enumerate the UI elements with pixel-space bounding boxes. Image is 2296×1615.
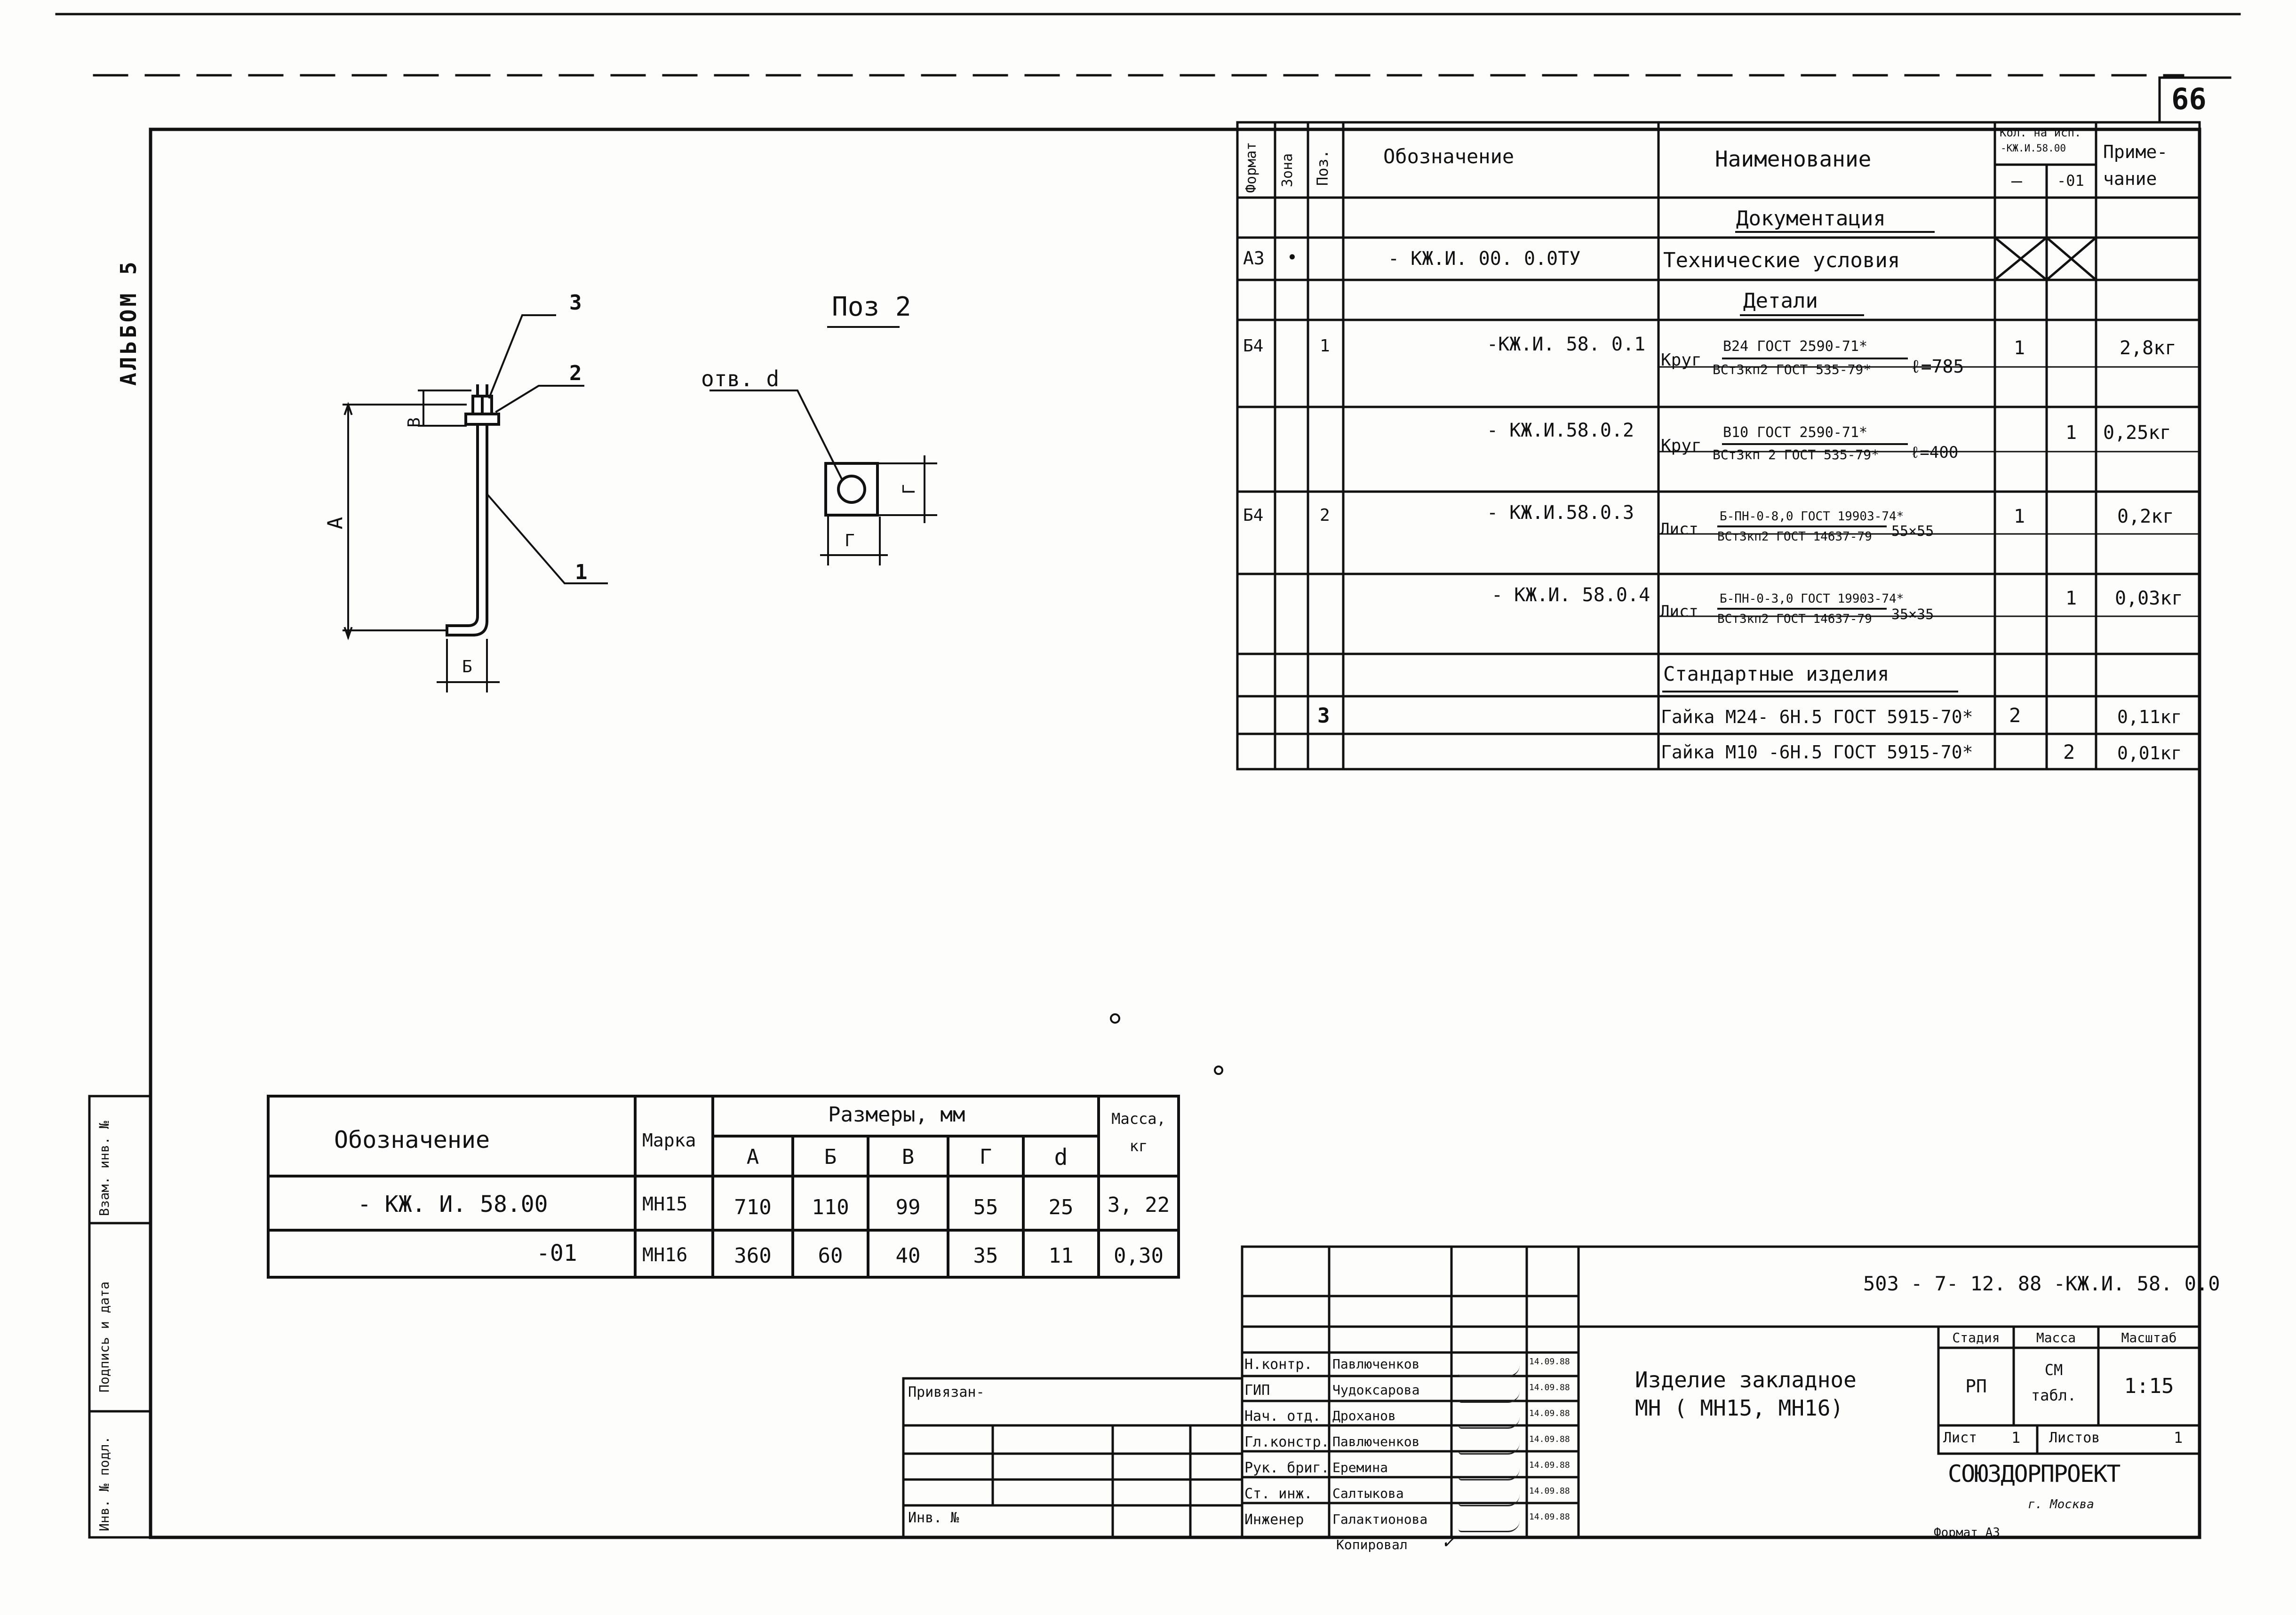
fraction-bar xyxy=(1722,443,1908,445)
copied-signature: ✓ xyxy=(1442,1529,1455,1553)
row-q1: 1 xyxy=(2065,422,2077,444)
dims-mark: МН16 xyxy=(642,1244,688,1266)
std-q1: 2 xyxy=(2063,740,2075,764)
stamp-scale: 1:15 xyxy=(2124,1374,2174,1398)
signature-date: 14.09.88 xyxy=(1529,1486,1570,1496)
drawing-title-1: Изделие закладное xyxy=(1635,1367,1857,1392)
signature-name: Чудоксарова xyxy=(1332,1382,1420,1398)
doc-format: А3 xyxy=(1243,248,1265,269)
dims-b: 110 xyxy=(812,1195,849,1219)
dims-header-mark: Марка xyxy=(642,1130,696,1151)
fraction-bar xyxy=(1722,358,1908,359)
row-note: 0,2кг xyxy=(2117,506,2174,527)
dim-b-label: Б xyxy=(462,657,472,676)
dims-v: 40 xyxy=(895,1244,921,1268)
signature-date: 14.09.88 xyxy=(1529,1434,1570,1444)
dims-mass: 0,30 xyxy=(1114,1244,1164,1268)
drawing-title-2: МН ( МН15, МН16) xyxy=(1635,1395,1844,1421)
side-label-inv-original: Инв. № подл. xyxy=(96,1436,112,1531)
view-title: Поз 2 xyxy=(832,292,911,322)
side-label-replace-inv: Взам. инв. № xyxy=(96,1121,112,1216)
dims-header-designation: Обозначение xyxy=(334,1126,490,1154)
row-designation: - КЖ.И.58.0.2 xyxy=(1487,420,1634,441)
format-label: Формат А3 xyxy=(1934,1526,2000,1540)
dim-v-label: В xyxy=(404,417,424,428)
dim-g2-label: Г xyxy=(899,484,919,494)
signature-role: Инженер xyxy=(1244,1512,1304,1528)
row-den: ВСт3кп2 ГОСТ 14637-79 xyxy=(1717,530,1872,544)
spec-header-qty-base: — xyxy=(2011,170,2022,191)
std-name: Гайка М24- 6Н.5 ГОСТ 5915-70* xyxy=(1661,707,1973,727)
dims-designation: - КЖ. И. 58.00 xyxy=(358,1191,548,1217)
section-details: Детали xyxy=(1743,289,1818,313)
dims-mark: МН15 xyxy=(642,1193,688,1215)
row-note: 0,25кг xyxy=(2103,422,2171,444)
dims-col-v: В xyxy=(901,1145,915,1169)
row-pos: 1 xyxy=(1320,336,1330,356)
side-label-signature-date: Подпись и дата xyxy=(96,1281,112,1392)
row-num: Б-ПН-0-8,0 ГОСТ 19903-74* xyxy=(1720,509,1904,524)
signature-date: 14.09.88 xyxy=(1529,1512,1570,1522)
spec-header-format: Формат xyxy=(1243,142,1260,193)
spec-header-name: Наименование xyxy=(1715,146,1872,172)
row-format: Б4 xyxy=(1243,506,1264,525)
row-suffix: ℓ=400 xyxy=(1910,443,1959,462)
row-note: 0,03кг xyxy=(2115,588,2183,609)
row-q0: 1 xyxy=(2014,506,2025,527)
row-kind: Круг xyxy=(1661,350,1702,370)
stamp-stage-header: Стадия xyxy=(1952,1330,2000,1345)
sheets-label: Листов xyxy=(2049,1430,2100,1446)
callout-3: 3 xyxy=(569,291,582,315)
sheets-number: 1 xyxy=(2174,1429,2183,1447)
dims-g: 35 xyxy=(973,1244,998,1268)
dims-b: 60 xyxy=(818,1244,843,1268)
fraction-bar xyxy=(1717,608,1887,610)
signature-date: 14.09.88 xyxy=(1529,1408,1570,1418)
signature-role: Нач. отд. xyxy=(1244,1408,1321,1424)
std-note: 0,11кг xyxy=(2117,707,2182,727)
dims-a: 360 xyxy=(734,1244,772,1268)
spec-header-note: Приме-чание xyxy=(2103,142,2168,189)
dims-g: 55 xyxy=(973,1195,998,1219)
row-format: Б4 xyxy=(1243,336,1264,356)
dim-a-label: А xyxy=(323,517,348,530)
row-kind: Лист xyxy=(1660,520,1698,539)
handwritten-signature xyxy=(1459,1495,1520,1506)
handwritten-signature xyxy=(1459,1469,1520,1480)
signature-name: Павлюченков xyxy=(1332,1434,1420,1449)
std-pos: 3 xyxy=(1317,704,1330,728)
signature-role: Рук. бриг. xyxy=(1244,1460,1330,1476)
handwritten-signature xyxy=(1459,1443,1520,1455)
inventory-label: Инв. № xyxy=(908,1510,959,1526)
row-designation: - КЖ.И. 58.0.4 xyxy=(1491,584,1650,606)
dims-col-d: d xyxy=(1054,1144,1068,1170)
row-suffix: 35×35 xyxy=(1891,606,1934,623)
spec-header-pos: Поз. xyxy=(1314,149,1331,186)
dims-mass: 3, 22 xyxy=(1107,1193,1170,1217)
std-q0: 2 xyxy=(2009,704,2021,727)
section-standard: Стандартные изделия xyxy=(1663,662,1889,685)
dims-header-mass: Масса, кг xyxy=(1111,1110,1166,1155)
dims-header-sizes: Размеры, мм xyxy=(828,1103,965,1127)
doc-designation: - КЖ.И. 00. 0.0ТУ xyxy=(1388,248,1581,270)
row-designation: -КЖ.И. 58. 0.1 xyxy=(1487,334,1646,355)
fraction-bar xyxy=(1717,525,1887,527)
handwritten-signature xyxy=(1459,1520,1520,1532)
organization-city: г. Москва xyxy=(2028,1497,2094,1512)
dims-col-a: А xyxy=(746,1145,759,1169)
signature-date: 14.09.88 xyxy=(1529,1460,1570,1470)
signature-name: Галактионова xyxy=(1332,1512,1428,1527)
dim-g-label: Г xyxy=(845,531,855,550)
row-kind: Лист xyxy=(1660,602,1698,621)
dims-d: 11 xyxy=(1048,1244,1074,1268)
row-designation: - КЖ.И.58.0.3 xyxy=(1487,502,1634,524)
row-num: Б-ПН-0-3,0 ГОСТ 19903-74* xyxy=(1720,592,1904,606)
handwritten-signature xyxy=(1459,1391,1520,1403)
row-pos: 2 xyxy=(1320,506,1330,525)
spec-header-qty-doc: -КЖ.И.58.00 xyxy=(2001,143,2066,154)
row-q1: 1 xyxy=(2065,588,2077,609)
signature-role: ГИП xyxy=(1244,1382,1270,1399)
row-kind: Круг xyxy=(1661,436,1702,455)
stamp-stage: РП xyxy=(1965,1376,1987,1397)
callout-1: 1 xyxy=(575,560,588,584)
signature-name: Еремина xyxy=(1332,1460,1388,1475)
dims-col-b: Б xyxy=(824,1145,837,1169)
dims-v: 99 xyxy=(895,1195,921,1219)
row-den: ВСт3кп2 ГОСТ 535-79* xyxy=(1713,362,1872,377)
doc-name: Технические условия xyxy=(1663,248,1900,272)
signature-date: 14.09.88 xyxy=(1529,1357,1570,1367)
doc-zone: • xyxy=(1287,247,1298,268)
signature-role: Н.контр. xyxy=(1244,1356,1313,1373)
handwritten-signature xyxy=(1459,1365,1520,1377)
signature-role: Ст. инж. xyxy=(1244,1486,1313,1502)
stamp-mass: СМ табл. xyxy=(2031,1361,2077,1405)
copied-label: Копировал xyxy=(1336,1537,1408,1552)
std-note: 0,01кг xyxy=(2117,743,2182,764)
row-q0: 1 xyxy=(2014,337,2025,359)
row-suffix: 55×55 xyxy=(1891,523,1934,540)
spec-header-designation: Обозначение xyxy=(1383,145,1515,168)
signature-name: Салтыкова xyxy=(1332,1486,1404,1501)
section-docs: Документация xyxy=(1736,207,1886,231)
row-num: В24 ГОСТ 2590-71* xyxy=(1723,338,1868,355)
std-name: Гайка М10 -6Н.5 ГОСТ 5915-70* xyxy=(1661,742,1973,763)
drawing-code: 503 - 7- 12. 88 -КЖ.И. 58. 0.0 xyxy=(1863,1272,2220,1295)
sheet-label: Лист xyxy=(1943,1430,1977,1446)
dims-d: 25 xyxy=(1048,1195,1074,1219)
spec-header-qty: Кол. на исп. xyxy=(2000,126,2081,139)
organization-name: СОЮЗДОРПРОЕКТ xyxy=(1948,1460,2120,1488)
signature-name: Павлюченков xyxy=(1332,1356,1420,1372)
row-num: В10 ГОСТ 2590-71* xyxy=(1723,424,1868,441)
stamp-scale-header: Масштаб xyxy=(2121,1330,2177,1345)
sheet-number: 1 xyxy=(2011,1429,2021,1447)
row-den: ВСт3кп2 ГОСТ 14637-79 xyxy=(1717,612,1872,626)
row-den: ВСт3кп 2 ГОСТ 535-79* xyxy=(1713,447,1880,462)
stamp-mass-header: Масса xyxy=(2036,1330,2076,1345)
dims-a: 710 xyxy=(734,1195,772,1219)
spec-header-zone: Зона xyxy=(1279,153,1296,187)
hole-label: отв. d xyxy=(701,366,780,391)
row-note: 2,8кг xyxy=(2120,337,2176,359)
row-suffix: ℓ=785 xyxy=(1910,356,1964,377)
spec-header-qty-01: -01 xyxy=(2057,172,2084,190)
bound-label: Привязан- xyxy=(908,1384,985,1400)
signature-role: Гл.констр. xyxy=(1244,1434,1330,1450)
album-label: АЛЬБОМ 5 xyxy=(116,259,141,386)
dims-col-g: Г xyxy=(979,1145,992,1169)
dims-designation: -01 xyxy=(536,1240,577,1266)
callout-2: 2 xyxy=(569,361,582,385)
handwritten-signature xyxy=(1459,1417,1520,1429)
page-number: 66 xyxy=(2171,82,2207,116)
signature-name: Дроханов xyxy=(1332,1408,1396,1424)
signature-date: 14.09.88 xyxy=(1529,1383,1570,1392)
